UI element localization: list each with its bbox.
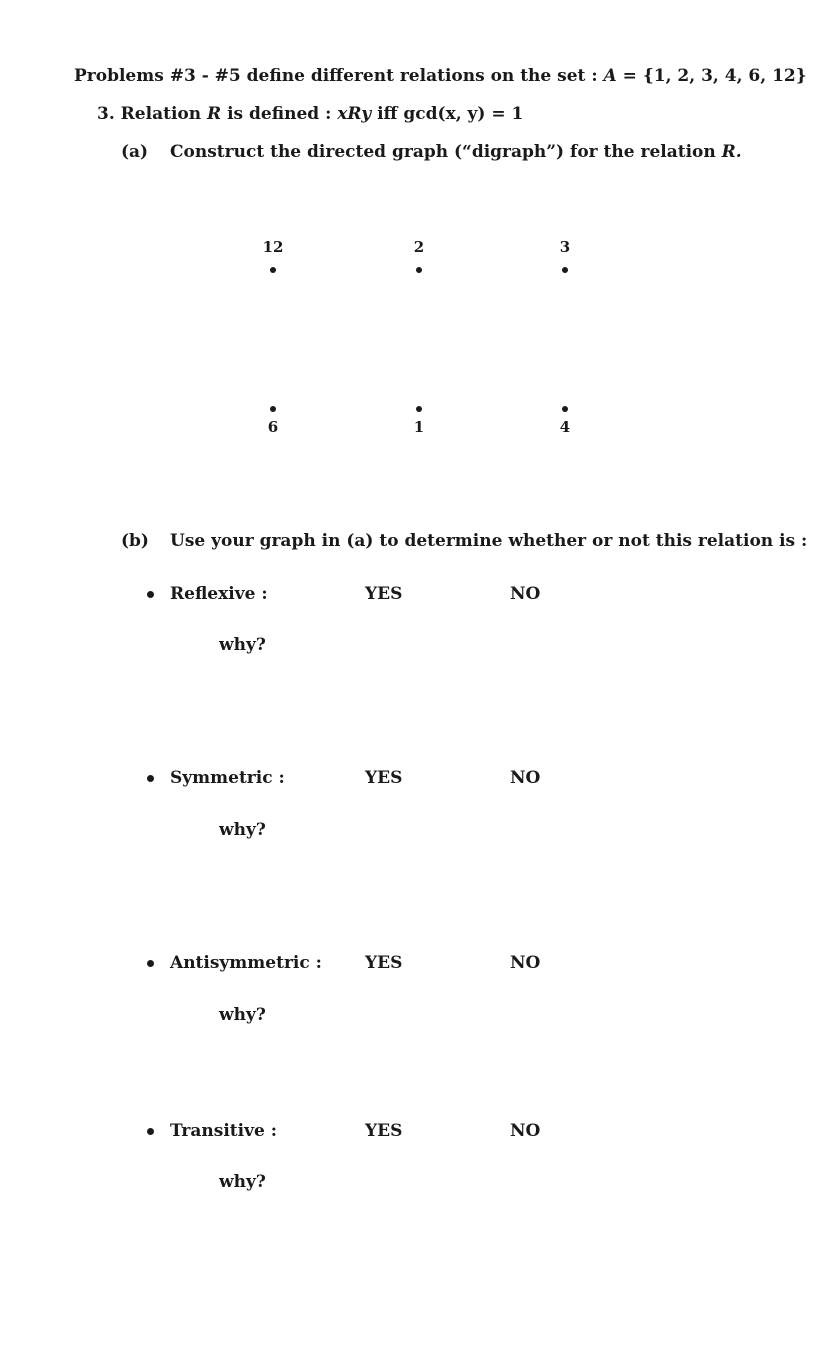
intro-text: Problems #3 - #5 define different relations on the set : (74, 66, 598, 86)
set-equals: = (622, 66, 637, 86)
node-label-2: 2 (413, 238, 425, 256)
set-value: {1, 2, 3, 4, 6, 12} (642, 66, 807, 86)
no-option[interactable]: NO (510, 1121, 541, 1141)
bullet (147, 1128, 154, 1135)
no-option[interactable]: NO (510, 768, 541, 788)
property-name: Reflexive : (170, 584, 268, 604)
gcd-expression: gcd(x, y) = 1 (403, 104, 524, 124)
problem-number: 3. (97, 104, 115, 124)
node-2 (416, 267, 422, 273)
bullet (147, 775, 154, 782)
part-a-text: Construct the directed graph (“digraph”) for the relation (170, 142, 716, 162)
part-b-label: (b) (121, 531, 149, 551)
why-prompt: why? (219, 635, 266, 655)
part-b-instruction: Use your graph in (a) to determine whether or not this relation is : (170, 531, 808, 551)
part-a-relation: R. (721, 142, 742, 162)
yes-option[interactable]: YES (365, 1121, 403, 1141)
property-name: Transitive : (170, 1121, 277, 1141)
relation-expression: xRy (337, 104, 372, 124)
relation-name: R (207, 104, 222, 124)
node-label-12: 12 (262, 238, 284, 256)
yes-option[interactable]: YES (365, 768, 403, 788)
set-variable: A (603, 66, 617, 86)
part-a-instruction (170, 142, 742, 162)
yes-option[interactable]: YES (365, 584, 403, 604)
no-option[interactable]: NO (510, 584, 541, 604)
bullet (147, 591, 154, 598)
relation-prefix: Relation (120, 104, 202, 124)
node-4 (562, 406, 568, 412)
node-12 (270, 267, 276, 273)
property-name: Symmetric : (170, 768, 285, 788)
node-6 (270, 406, 276, 412)
node-label-4: 4 (559, 418, 571, 436)
no-option[interactable]: NO (510, 953, 541, 973)
property-name: Antisymmetric : (170, 953, 322, 973)
node-label-3: 3 (559, 238, 571, 256)
relation-definition (97, 104, 523, 124)
yes-option[interactable]: YES (365, 953, 403, 973)
problem-intro (74, 66, 807, 86)
bullet (147, 960, 154, 967)
node-label-6: 6 (267, 418, 279, 436)
node-1 (416, 406, 422, 412)
part-a-label: (a) (121, 142, 149, 162)
node-label-1: 1 (413, 418, 425, 436)
node-3 (562, 267, 568, 273)
why-prompt: why? (219, 820, 266, 840)
relation-mid: is defined : (227, 104, 332, 124)
why-prompt: why? (219, 1005, 266, 1025)
iff-word: iff (377, 104, 398, 124)
why-prompt: why? (219, 1172, 266, 1192)
